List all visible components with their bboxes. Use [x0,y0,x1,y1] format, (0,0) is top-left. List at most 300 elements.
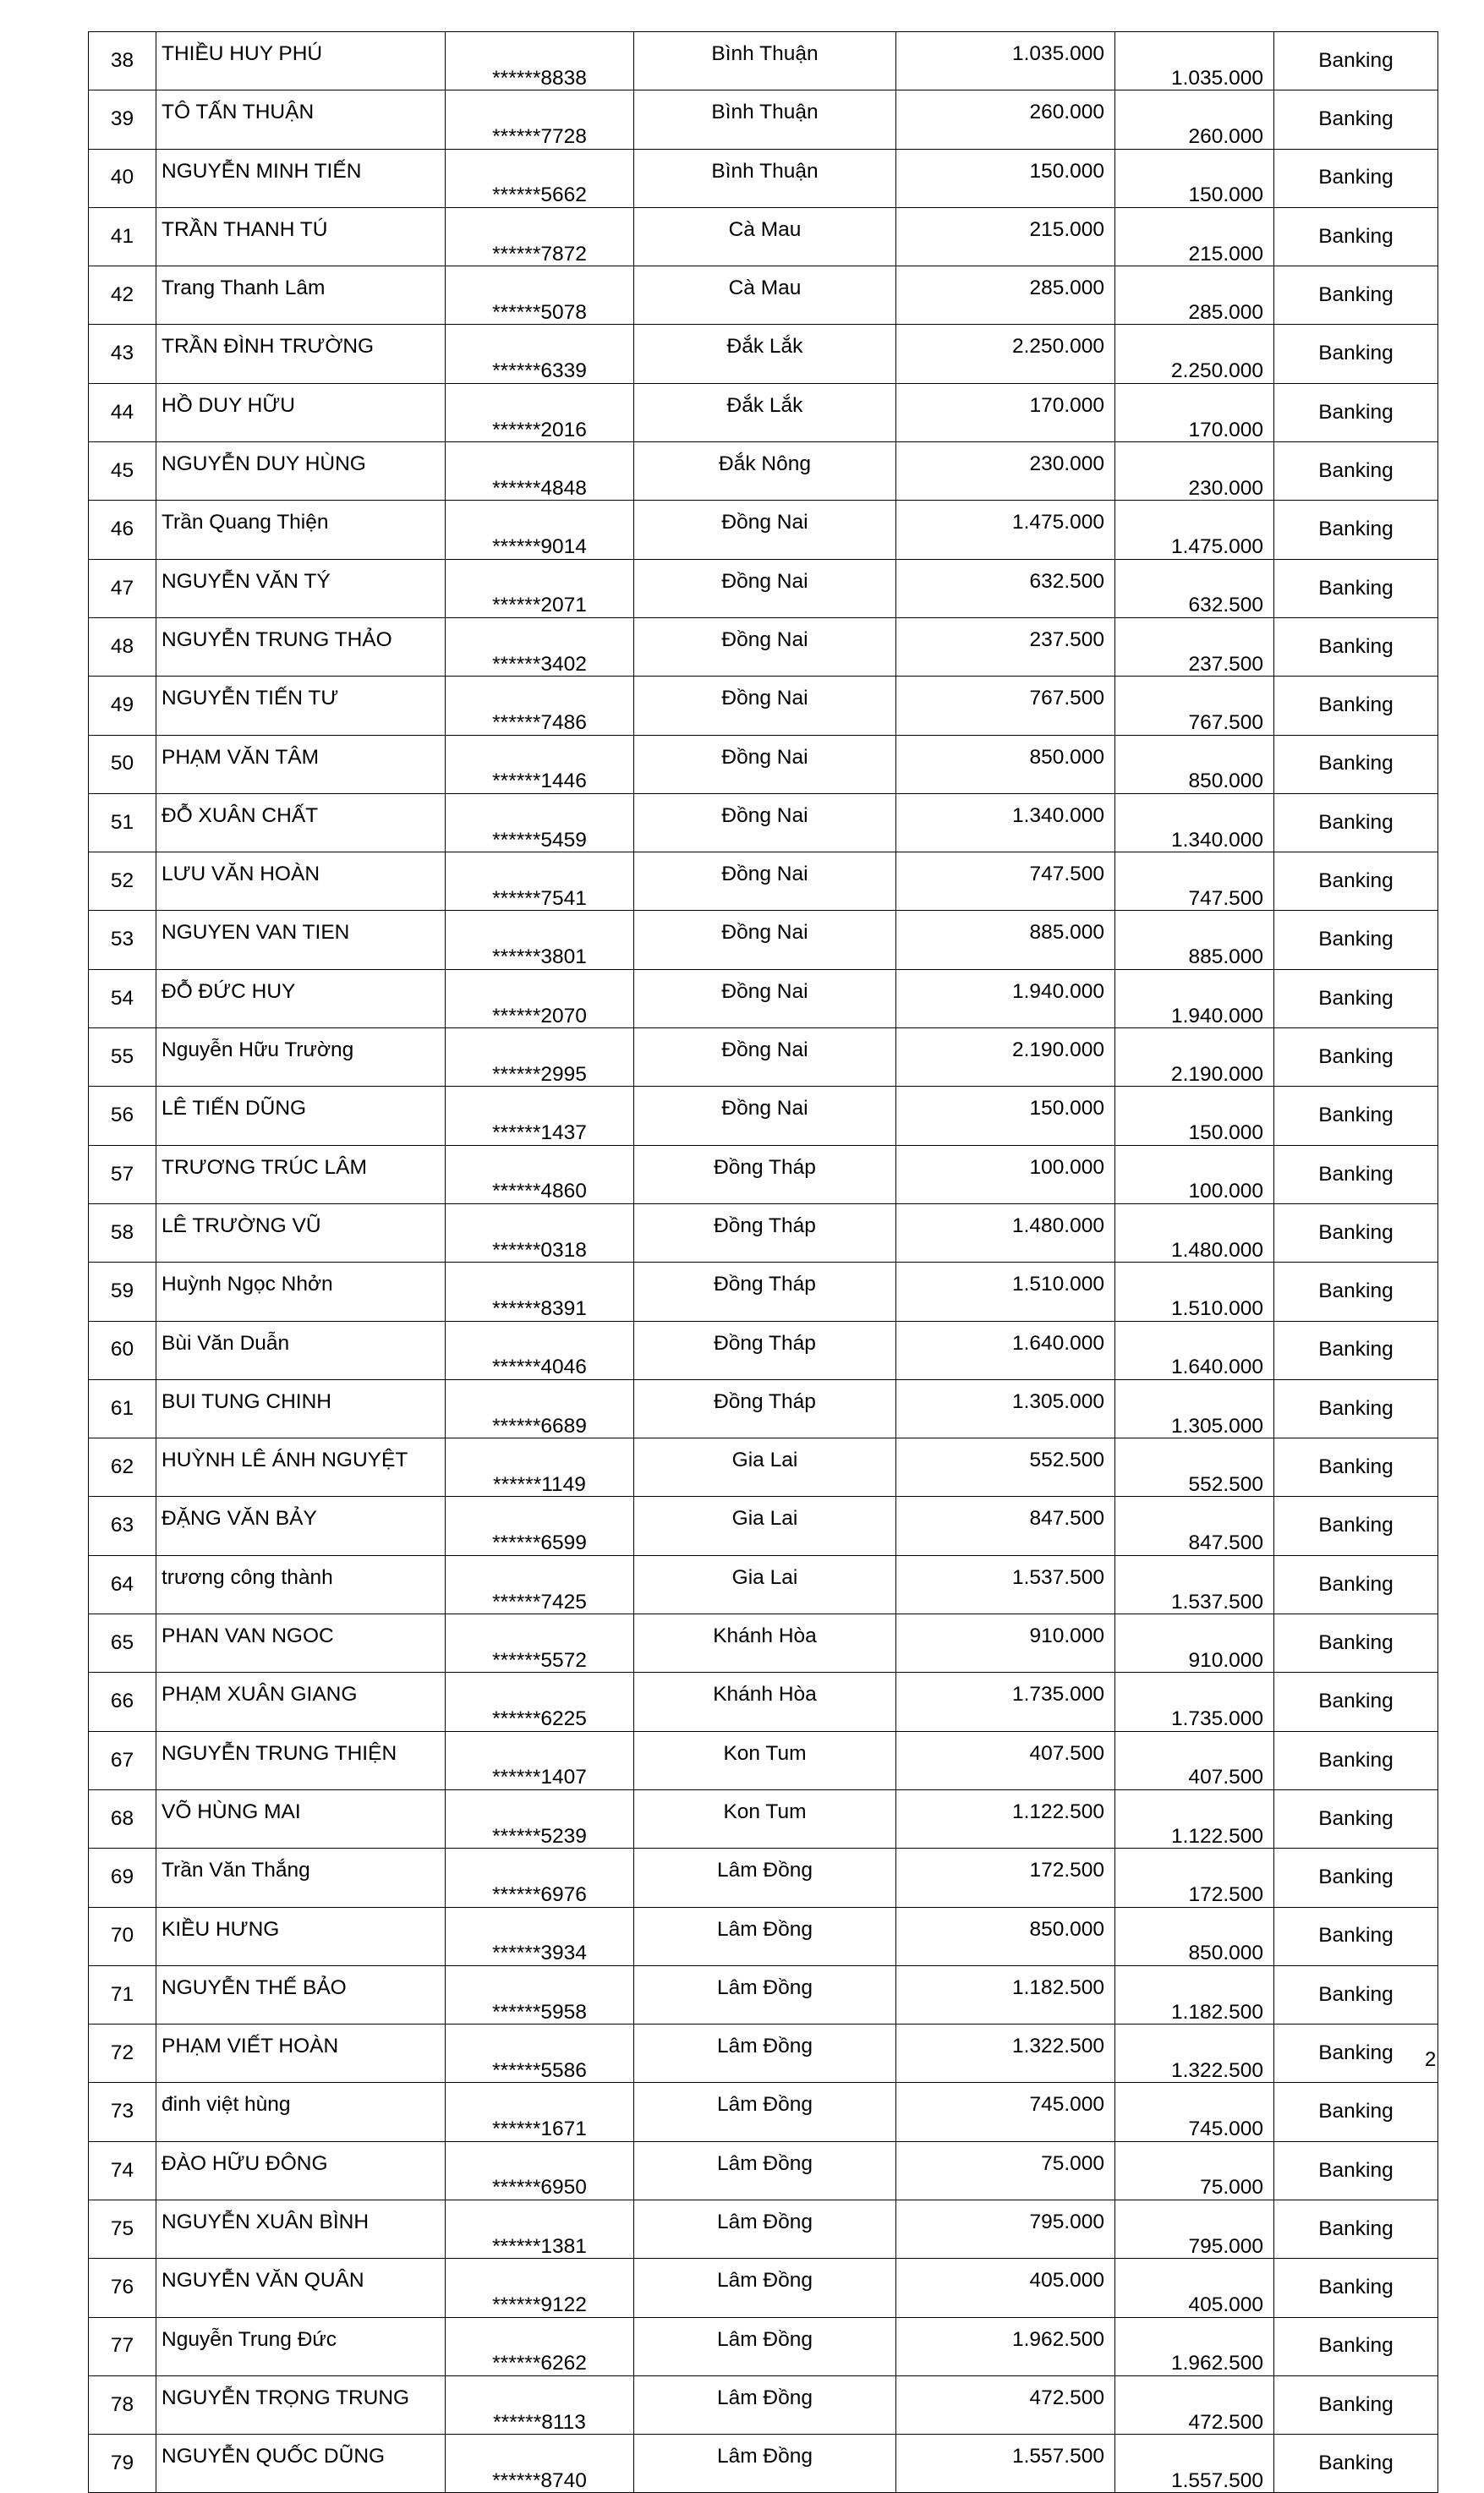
table-row [89,1789,1438,1848]
table-row [89,2435,1438,2493]
payment-method-cell: Banking [1274,1965,1438,2024]
province-cell: Đắk Lắk [634,383,896,441]
amount-cell: 1.940.000 [896,969,1115,1027]
province-cell: Lâm Đồng [634,2435,896,2493]
row-number-cell: 79 [89,2435,156,2493]
row-number-cell: 43 [89,325,156,383]
masked-account-cell: ******6976 [446,1849,634,1907]
row-number-cell: 51 [89,793,156,852]
province-cell: Khánh Hòa [634,1614,896,1673]
amount-cell: 1.735.000 [896,1673,1115,1731]
amount-cell: 767.500 [896,677,1115,735]
masked-account-cell: ******8838 [446,32,634,90]
amount-cell: 1.475.000 [896,501,1115,559]
amount-total-cell: 405.000 [1115,2259,1274,2317]
amount-total-cell: 1.557.500 [1115,2435,1274,2493]
payment-method-cell: Banking [1274,501,1438,559]
row-number-cell: 59 [89,1263,156,1321]
payment-method-cell: Banking [1274,735,1438,793]
table-row [89,911,1438,969]
province-cell: Đắk Nông [634,442,896,501]
province-cell: Lâm Đồng [634,2025,896,2083]
amount-cell: 1.557.500 [896,2435,1115,2493]
province-cell: Khánh Hòa [634,1673,896,1731]
table-row [89,2141,1438,2200]
recipient-name-cell: LÊ TRƯỜNG VŨ [156,1203,446,1262]
row-number-cell: 62 [89,1438,156,1497]
payment-method-cell: Banking [1274,1028,1438,1087]
amount-cell: 215.000 [896,207,1115,266]
province-cell: Đồng Tháp [634,1203,896,1262]
amount-total-cell: 215.000 [1115,207,1274,266]
recipient-name-cell: NGUYỄN XUÂN BÌNH [156,2200,446,2258]
amount-cell: 1.480.000 [896,1203,1115,1262]
payment-method-cell: Banking [1274,2200,1438,2258]
province-cell: Bình Thuận [634,90,896,149]
province-cell: Đồng Tháp [634,1263,896,1321]
payment-method-cell: Banking [1274,2435,1438,2493]
recipient-name-cell: Trần Văn Thắng [156,1849,446,1907]
table-row [89,1731,1438,1789]
amount-cell: 472.500 [896,2375,1115,2434]
masked-account-cell: ******1446 [446,735,634,793]
payment-method-cell: Banking [1274,2141,1438,2200]
recipient-name-cell: BUI TUNG CHINH [156,1379,446,1438]
province-cell: Cà Mau [634,266,896,325]
recipient-name-cell: TRẦN THANH TÚ [156,207,446,266]
province-cell: Đắk Lắk [634,325,896,383]
table-row [89,149,1438,207]
row-number-cell: 52 [89,852,156,911]
recipient-name-cell: NGUYỄN TRỌNG TRUNG [156,2375,446,2434]
row-number-cell: 74 [89,2141,156,2200]
row-number-cell: 45 [89,442,156,501]
recipient-name-cell: THIỀU HUY PHÚ [156,32,446,90]
payment-method-cell: Banking [1274,207,1438,266]
payment-method-cell: Banking [1274,1087,1438,1145]
payment-method-cell: Banking [1274,1614,1438,1673]
amount-cell: 1.122.500 [896,1789,1115,1848]
amount-total-cell: 910.000 [1115,1614,1274,1673]
table-row [89,735,1438,793]
amount-total-cell: 767.500 [1115,677,1274,735]
amount-total-cell: 745.000 [1115,2083,1274,2141]
amount-total-cell: 795.000 [1115,2200,1274,2258]
amount-cell: 1.322.500 [896,2025,1115,2083]
amount-total-cell: 1.640.000 [1115,1321,1274,1379]
province-cell: Kon Tum [634,1731,896,1789]
recipient-name-cell: Bùi Văn Duẫn [156,1321,446,1379]
payment-method-cell: Banking [1274,442,1438,501]
table-row [89,1438,1438,1497]
masked-account-cell: ******5958 [446,1965,634,2024]
table-row [89,969,1438,1027]
recipient-name-cell: NGUYỄN TRUNG THIỆN [156,1731,446,1789]
payment-method-cell: Banking [1274,617,1438,676]
province-cell: Lâm Đồng [634,2141,896,2200]
table-row [89,32,1438,90]
row-number-cell: 47 [89,559,156,617]
amount-total-cell: 847.500 [1115,1497,1274,1555]
row-number-cell: 56 [89,1087,156,1145]
recipient-name-cell: TRẦN ĐÌNH TRƯỜNG [156,325,446,383]
row-number-cell: 42 [89,266,156,325]
recipient-name-cell: NGUYỄN QUỐC DŨNG [156,2435,446,2493]
payment-method-cell: Banking [1274,852,1438,911]
amount-total-cell: 150.000 [1115,1087,1274,1145]
amount-total-cell: 260.000 [1115,90,1274,149]
masked-account-cell: ******5586 [446,2025,634,2083]
masked-account-cell: ******1149 [446,1438,634,1497]
masked-account-cell: ******4860 [446,1145,634,1203]
province-cell: Gia Lai [634,1555,896,1614]
row-number-cell: 41 [89,207,156,266]
province-cell: Lâm Đồng [634,1965,896,2024]
row-number-cell: 49 [89,677,156,735]
amount-total-cell: 150.000 [1115,149,1274,207]
amount-cell: 745.000 [896,2083,1115,2141]
amount-cell: 285.000 [896,266,1115,325]
amount-cell: 847.500 [896,1497,1115,1555]
payment-method-cell: Banking [1274,1907,1438,1965]
amount-total-cell: 230.000 [1115,442,1274,501]
masked-account-cell: ******6225 [446,1673,634,1731]
table-row [89,1087,1438,1145]
table-row [89,1263,1438,1321]
amount-total-cell: 1.340.000 [1115,793,1274,852]
payment-method-cell: Banking [1274,1555,1438,1614]
province-cell: Lâm Đồng [634,1907,896,1965]
table-row [89,207,1438,266]
table-row [89,852,1438,911]
amount-cell: 1.305.000 [896,1379,1115,1438]
masked-account-cell: ******3801 [446,911,634,969]
row-number-cell: 77 [89,2317,156,2375]
recipient-name-cell: ĐÀO HỮU ĐÔNG [156,2141,446,2200]
table-row [89,1379,1438,1438]
province-cell: Đồng Nai [634,911,896,969]
recipient-name-cell: LÊ TIẾN DŨNG [156,1087,446,1145]
table-row [89,2200,1438,2258]
masked-account-cell: ******7541 [446,852,634,911]
table-row [89,266,1438,325]
amount-cell: 150.000 [896,1087,1115,1145]
masked-account-cell: ******4046 [446,1321,634,1379]
row-number-cell: 39 [89,90,156,149]
payment-method-cell: Banking [1274,969,1438,1027]
recipient-name-cell: NGUYỄN VĂN TÝ [156,559,446,617]
table-row [89,2083,1438,2141]
masked-account-cell: ******8740 [446,2435,634,2493]
masked-account-cell: ******1381 [446,2200,634,2258]
table-row [89,1673,1438,1731]
amount-total-cell: 1.940.000 [1115,969,1274,1027]
amount-total-cell: 1.322.500 [1115,2025,1274,2083]
masked-account-cell: ******2071 [446,559,634,617]
table-row [89,2317,1438,2375]
amount-cell: 260.000 [896,90,1115,149]
payment-method-cell: Banking [1274,1379,1438,1438]
amount-total-cell: 100.000 [1115,1145,1274,1203]
province-cell: Đồng Tháp [634,1145,896,1203]
amount-cell: 1.340.000 [896,793,1115,852]
province-cell: Đồng Nai [634,501,896,559]
row-number-cell: 75 [89,2200,156,2258]
table-row [89,1321,1438,1379]
recipient-name-cell: NGUYỄN TRUNG THẢO [156,617,446,676]
province-cell: Bình Thuận [634,32,896,90]
payment-method-cell: Banking [1274,1438,1438,1497]
amount-cell: 1.035.000 [896,32,1115,90]
province-cell: Bình Thuận [634,149,896,207]
payment-method-cell: Banking [1274,2259,1438,2317]
masked-account-cell: ******5078 [446,266,634,325]
amount-cell: 150.000 [896,149,1115,207]
amount-cell: 885.000 [896,911,1115,969]
row-number-cell: 40 [89,149,156,207]
payment-method-cell: Banking [1274,2317,1438,2375]
amount-cell: 100.000 [896,1145,1115,1203]
row-number-cell: 64 [89,1555,156,1614]
amount-total-cell: 2.190.000 [1115,1028,1274,1087]
row-number-cell: 63 [89,1497,156,1555]
masked-account-cell: ******5239 [446,1789,634,1848]
recipient-name-cell: Trang Thanh Lâm [156,266,446,325]
amount-cell: 405.000 [896,2259,1115,2317]
masked-account-cell: ******6339 [446,325,634,383]
amount-cell: 230.000 [896,442,1115,501]
masked-account-cell: ******1437 [446,1087,634,1145]
amount-total-cell: 237.500 [1115,617,1274,676]
table-row [89,1497,1438,1555]
province-cell: Cà Mau [634,207,896,266]
amount-total-cell: 407.500 [1115,1731,1274,1789]
masked-account-cell: ******1671 [446,2083,634,2141]
row-number-cell: 50 [89,735,156,793]
payment-method-cell: Banking [1274,2083,1438,2141]
masked-account-cell: ******0318 [446,1203,634,1262]
row-number-cell: 46 [89,501,156,559]
amount-total-cell: 747.500 [1115,852,1274,911]
payment-method-cell: Banking [1274,1145,1438,1203]
row-number-cell: 65 [89,1614,156,1673]
payment-method-cell: Banking [1274,1321,1438,1379]
table-row [89,793,1438,852]
amount-cell: 170.000 [896,383,1115,441]
province-cell: Đồng Nai [634,677,896,735]
recipient-name-cell: ĐẶNG VĂN BẢY [156,1497,446,1555]
amount-cell: 75.000 [896,2141,1115,2200]
recipient-name-cell: VÕ HÙNG MAI [156,1789,446,1848]
row-number-cell: 53 [89,911,156,969]
province-cell: Đồng Nai [634,793,896,852]
row-number-cell: 57 [89,1145,156,1203]
amount-cell: 795.000 [896,2200,1115,2258]
province-cell: Lâm Đồng [634,1849,896,1907]
province-cell: Lâm Đồng [634,2259,896,2317]
recipient-name-cell: NGUYEN VAN TIEN [156,911,446,969]
payment-method-cell: Banking [1274,383,1438,441]
amount-total-cell: 1.480.000 [1115,1203,1274,1262]
payment-method-cell: Banking [1274,1263,1438,1321]
table-row [89,1555,1438,1614]
masked-account-cell: ******5572 [446,1614,634,1673]
recipient-name-cell: NGUYỄN VĂN QUÂN [156,2259,446,2317]
province-cell: Lâm Đồng [634,2317,896,2375]
province-cell: Đồng Nai [634,617,896,676]
recipient-name-cell: đinh việt hùng [156,2083,446,2141]
province-cell: Lâm Đồng [634,2083,896,2141]
recipient-name-cell: KIỀU HƯNG [156,1907,446,1965]
province-cell: Đồng Nai [634,1028,896,1087]
amount-total-cell: 1.962.500 [1115,2317,1274,2375]
table-row [89,617,1438,676]
recipient-name-cell: Huỳnh Ngọc Nhởn [156,1263,446,1321]
row-number-cell: 67 [89,1731,156,1789]
amount-total-cell: 1.475.000 [1115,501,1274,559]
amount-total-cell: 75.000 [1115,2141,1274,2200]
masked-account-cell: ******2995 [446,1028,634,1087]
amount-cell: 632.500 [896,559,1115,617]
masked-account-cell: ******5662 [446,149,634,207]
payment-method-cell: Banking [1274,911,1438,969]
masked-account-cell: ******3402 [446,617,634,676]
amount-cell: 747.500 [896,852,1115,911]
recipient-name-cell: TRƯƠNG TRÚC LÂM [156,1145,446,1203]
payment-method-cell: Banking [1274,325,1438,383]
masked-account-cell: ******6950 [446,2141,634,2200]
payment-method-cell: Banking [1274,1497,1438,1555]
row-number-cell: 54 [89,969,156,1027]
payment-method-cell: Banking [1274,1731,1438,1789]
masked-account-cell: ******2016 [446,383,634,441]
amount-total-cell: 172.500 [1115,1849,1274,1907]
amount-cell: 1.510.000 [896,1263,1115,1321]
row-number-cell: 78 [89,2375,156,2434]
recipient-name-cell: LƯU VĂN HOÀN [156,852,446,911]
table-row [89,1907,1438,1965]
masked-account-cell: ******9122 [446,2259,634,2317]
amount-cell: 850.000 [896,735,1115,793]
table-row [89,1849,1438,1907]
province-cell: Lâm Đồng [634,2200,896,2258]
row-number-cell: 68 [89,1789,156,1848]
amount-total-cell: 632.500 [1115,559,1274,617]
recipient-name-cell: HUỲNH LÊ ÁNH NGUYỆT [156,1438,446,1497]
table-row [89,559,1438,617]
province-cell: Đồng Nai [634,1087,896,1145]
province-cell: Đồng Nai [634,969,896,1027]
masked-account-cell: ******8391 [446,1263,634,1321]
recipient-name-cell: NGUYỄN DUY HÙNG [156,442,446,501]
payment-method-cell: Banking [1274,266,1438,325]
amount-cell: 2.250.000 [896,325,1115,383]
recipient-name-cell: NGUYỄN MINH TIẾN [156,149,446,207]
row-number-cell: 66 [89,1673,156,1731]
recipient-name-cell: PHẠM XUÂN GIANG [156,1673,446,1731]
masked-account-cell: ******7425 [446,1555,634,1614]
amount-cell: 172.500 [896,1849,1115,1907]
amount-total-cell: 885.000 [1115,911,1274,969]
recipient-name-cell: NGUYỄN TIẾN TƯ [156,677,446,735]
amount-total-cell: 1.035.000 [1115,32,1274,90]
table-body [89,32,1438,2493]
masked-account-cell: ******7872 [446,207,634,266]
row-number-cell: 38 [89,32,156,90]
payment-method-cell: Banking [1274,32,1438,90]
masked-account-cell: ******9014 [446,501,634,559]
masked-account-cell: ******7486 [446,677,634,735]
table-row [89,501,1438,559]
amount-total-cell: 1.537.500 [1115,1555,1274,1614]
table-row [89,2259,1438,2317]
table-row [89,1145,1438,1203]
row-number-cell: 72 [89,2025,156,2083]
amount-cell: 2.190.000 [896,1028,1115,1087]
province-cell: Đồng Tháp [634,1379,896,1438]
province-cell: Kon Tum [634,1789,896,1848]
masked-account-cell: ******5459 [446,793,634,852]
payment-method-cell: Banking [1274,1849,1438,1907]
recipient-name-cell: Nguyễn Trung Đức [156,2317,446,2375]
amount-total-cell: 1.305.000 [1115,1379,1274,1438]
amount-total-cell: 2.250.000 [1115,325,1274,383]
recipient-name-cell: PHẠM VIẾT HOÀN [156,2025,446,2083]
amount-total-cell: 1.122.500 [1115,1789,1274,1848]
table-row [89,677,1438,735]
amount-total-cell: 850.000 [1115,1907,1274,1965]
province-cell: Lâm Đồng [634,2375,896,2434]
recipient-name-cell: Nguyễn Hữu Trường [156,1028,446,1087]
amount-total-cell: 472.500 [1115,2375,1274,2434]
table-row [89,2025,1438,2083]
row-number-cell: 70 [89,1907,156,1965]
row-number-cell: 48 [89,617,156,676]
recipient-name-cell: ĐỖ XUÂN CHẤT [156,793,446,852]
amount-cell: 910.000 [896,1614,1115,1673]
payment-method-cell: Banking [1274,559,1438,617]
amount-total-cell: 552.500 [1115,1438,1274,1497]
recipient-name-cell: HỒ DUY HỮU [156,383,446,441]
province-cell: Đồng Nai [634,735,896,793]
masked-account-cell: ******6599 [446,1497,634,1555]
payment-method-cell: Banking [1274,1789,1438,1848]
table-row [89,2375,1438,2434]
amount-cell: 1.962.500 [896,2317,1115,2375]
masked-account-cell: ******7728 [446,90,634,149]
province-cell: Đồng Nai [634,852,896,911]
recipient-name-cell: PHAN VAN NGOC [156,1614,446,1673]
recipient-name-cell: PHẠM VĂN TÂM [156,735,446,793]
row-number-cell: 71 [89,1965,156,2024]
table-row [89,1203,1438,1262]
row-number-cell: 44 [89,383,156,441]
amount-total-cell: 850.000 [1115,735,1274,793]
payment-method-cell: Banking [1274,90,1438,149]
payment-method-cell: Banking [1274,149,1438,207]
payment-method-cell: Banking [1274,677,1438,735]
table-row [89,325,1438,383]
province-cell: Gia Lai [634,1438,896,1497]
amount-cell: 237.500 [896,617,1115,676]
payment-method-cell: Banking [1274,793,1438,852]
masked-account-cell: ******6689 [446,1379,634,1438]
row-number-cell: 60 [89,1321,156,1379]
masked-account-cell: ******2070 [446,969,634,1027]
row-number-cell: 73 [89,2083,156,2141]
amount-cell: 552.500 [896,1438,1115,1497]
amount-cell: 1.537.500 [896,1555,1115,1614]
